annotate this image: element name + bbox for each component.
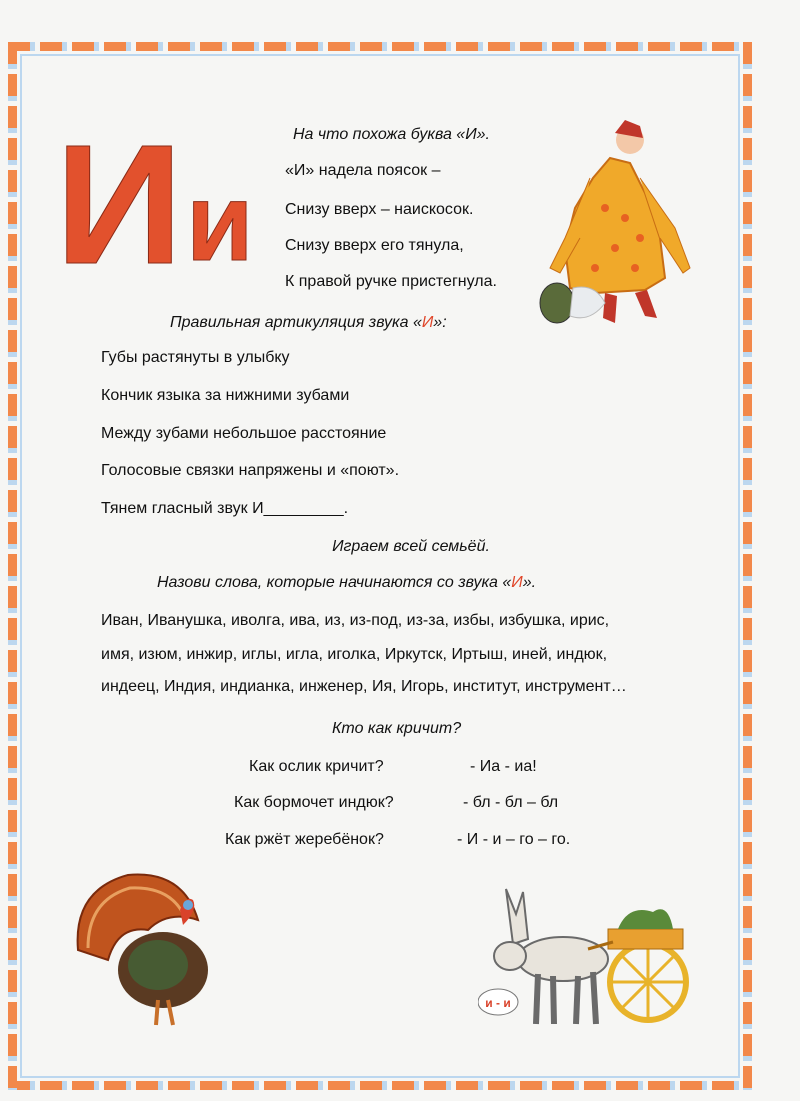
border-bottom	[8, 1081, 752, 1090]
sounds-answer: - И - и – го – го.	[457, 831, 571, 848]
poem-title: На что похожа буква «И».	[293, 126, 490, 143]
border-left	[8, 42, 17, 1090]
border-top	[8, 42, 752, 51]
words-line: Иван, Иванушка, иволга, ива, из, из-под, из-за, избы, избушка, ирис,	[101, 612, 610, 629]
words-line: имя, изюм, инжир, иглы, игла, иголка, Иркутск, Иртыш, иней, индюк,	[101, 646, 608, 663]
donkey-illustration	[478, 884, 690, 1034]
sounds-question: Как бормочет индюк?	[234, 794, 394, 811]
letter-uppercase: И	[54, 110, 184, 300]
poem-line: Снизу вверх – наискосок.	[285, 201, 474, 218]
sounds-question: Как ржёт жеребёнок?	[225, 831, 384, 848]
articulation-item: Тянем гласный звук И_________.	[101, 500, 349, 517]
articulation-item: Между зубами небольшое расстояние	[101, 425, 387, 442]
sounds-question: Как ослик кричит?	[249, 758, 384, 775]
articulation-sound: И	[421, 314, 434, 331]
articulation-item: Голосовые связки напряжены и «поют».	[101, 462, 400, 479]
poem-line: «И» надела поясок –	[285, 162, 441, 179]
family-task-sound: И	[511, 574, 523, 591]
articulation-title: Правильная артикуляция звука «И»:	[170, 314, 447, 331]
articulation-item: Губы растянуты в улыбку	[101, 349, 290, 366]
articulation-item: Кончик языка за нижними зубами	[101, 387, 350, 404]
poem-line: Снизу вверх его тянула,	[285, 237, 464, 254]
sounds-title: Кто как кричит?	[332, 720, 462, 737]
family-title: Играем всей семьёй.	[332, 538, 490, 555]
poem-line: К правой ручке пристегнула.	[285, 273, 497, 290]
turkey-illustration	[68, 870, 218, 1032]
family-task: Назови слова, которые начинаются со звука «И».	[157, 574, 537, 591]
donkey-sign: и - и	[485, 996, 511, 1010]
sounds-answer: - бл - бл – бл	[463, 794, 559, 811]
girl-illustration	[535, 118, 705, 330]
border-right	[743, 42, 752, 1090]
letter-lowercase: и	[186, 161, 254, 284]
words-line: индеец, Индия, индианка, инженер, Ия, Игорь, институт, инструмент…	[101, 678, 627, 695]
sounds-answer: - Иа - иа!	[470, 758, 537, 775]
